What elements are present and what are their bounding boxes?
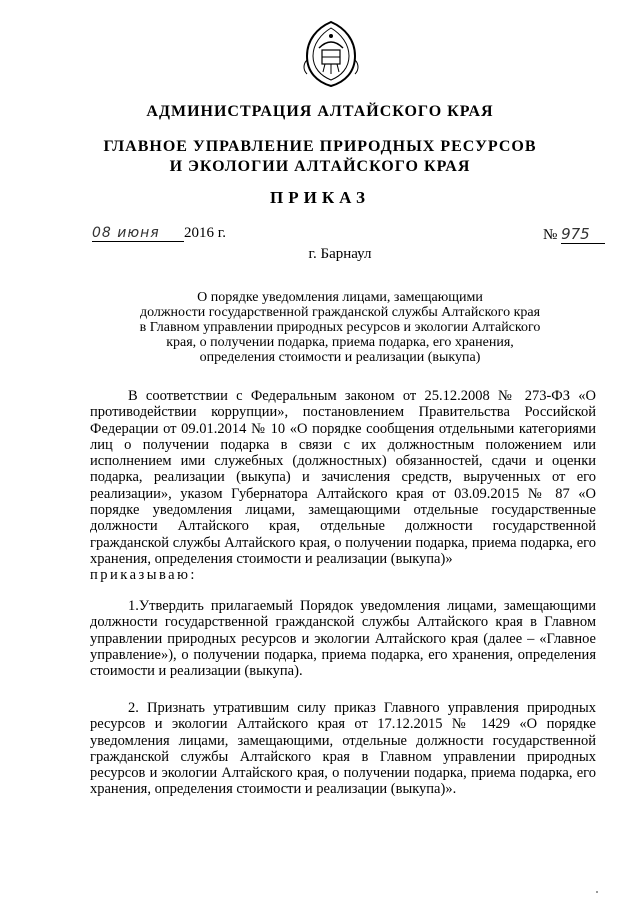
preamble-text: В соответствии с Федеральным законом от 25.12.2008 № 273-ФЗ «О противодействии коррупции», постановлением Правительства Российской Федерации от 09.01.2014 № 10 «О порядке сообщения отдельными категориями лиц о получении подарка в связи с их должностным положением или исполнением ими служебных (должностных) обязанностей, сдачи и оценки подарка, реализации (выкупа) и зачисления средств, вырученных от его реализации», указом Губернатора Алтайского края от 03.09.2015 № 87 «О порядке уведомления лицами, замещающими отдельные государственные должности Алтайского края, отдельные должности государственной гражданской службы Алтайского края, о получении подарка, приема подарка, его хранения, определения стоимости и реализации (выкупа)» [90,388,596,567]
department-title-line-2: И ЭКОЛОГИИ АЛТАЙСКОГО КРАЯ [169,158,471,175]
order-item-2: 2. Признать утратившим силу приказ Главного управления природных ресурсов и экологии Алтайского края от 17.12.2015 № 1429 «О порядке уведомления лицами, замещающими, отдельные должности государственной гражданской службы Алтайского края в Главном управлении природных ресурсов и экологии Алтайского края, о получении подарка, приема подарка, его хранения, определения стоимости и реализации (выкупа)». [90,700,596,798]
handwritten-date: 08 июня [92,225,184,242]
subject-line: определения стоимости и реализации (выкупа) [199,350,481,365]
scan-mark [596,891,598,893]
preamble-paragraph [90,388,596,584]
administration-title: АДМИНИСТРАЦИЯ АЛТАЙСКОГО КРАЯ [146,103,494,120]
subject-line: края, о получении подарка, приема подарка, его хранения, [166,335,514,350]
department-title [0,137,640,177]
subject-line: в Главном управлении природных ресурсов и экологии Алтайского [139,320,541,335]
order-item-1: 1.Утвердить прилагаемый Порядок уведомления лицами, замещающими должности государственной гражданской службы Алтайского края в Главном управлении природных ресурсов и экологии Алтайского края (далее – «Главное управление»), о получении подарка, приема подарка, его хранения, определения стоимости и реализации (выкупа). [90,598,596,680]
order-date [92,225,226,242]
city-label: г. Барнаул [308,246,372,262]
order-word: приказываю: [90,567,197,584]
department-title-line-1: ГЛАВНОЕ УПРАВЛЕНИЕ ПРИРОДНЫХ РЕСУРСОВ [103,138,537,155]
subject-line: О порядке уведомления лицами, замещающими [197,290,483,305]
document-type-title: ПРИКАЗ [270,188,370,207]
order-number-prefix: № [543,227,558,243]
handwritten-number: 975 [561,225,605,244]
order-number [543,225,605,244]
order-subject [120,290,560,365]
order-year: 2016 г. [184,225,226,241]
coat-of-arms-icon [299,18,363,90]
subject-line: должности государственной гражданской службы Алтайского края [139,305,541,320]
